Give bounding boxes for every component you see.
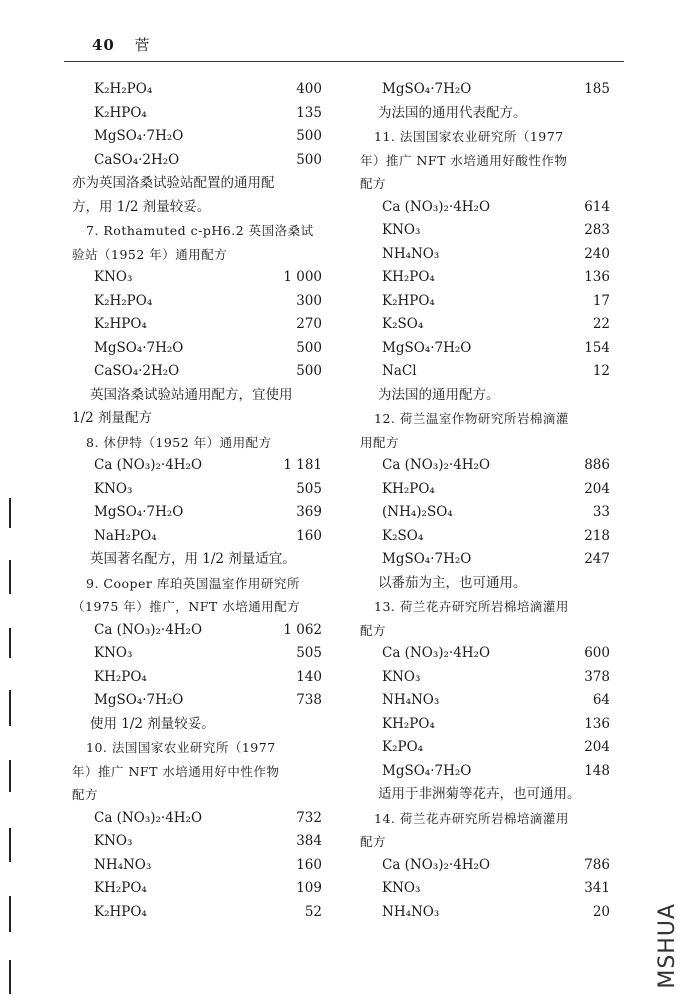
formula-row — [360, 243, 628, 267]
compound-amount: 500 — [296, 128, 322, 144]
formula-row — [360, 501, 628, 525]
formula-heading: 11. 法国国家农业研究所（1977 — [374, 129, 564, 144]
compound-amount: 136 — [584, 269, 610, 285]
compound-name: MgSO₄·7H₂O — [94, 504, 184, 520]
scan-edge-mark — [9, 690, 11, 726]
formula-heading: 配方 — [360, 834, 387, 849]
formula-row — [360, 854, 628, 878]
formula-heading: 年）推广 NFT 水培通用好酸性作物 — [360, 152, 568, 168]
formula-row — [360, 760, 628, 784]
formula-row — [72, 454, 340, 478]
formula-row — [360, 736, 628, 760]
formula-row — [72, 360, 340, 384]
right-column — [360, 78, 628, 924]
compound-amount: 185 — [584, 81, 610, 97]
compound-name: K₂PO₄ — [382, 739, 424, 755]
compound-name: NaH₂PO₄ — [94, 527, 157, 544]
formula-row — [360, 689, 628, 713]
compound-name: Ca (NO₃)₂·4H₂O — [94, 457, 203, 473]
formula-row — [72, 807, 340, 831]
formula-row — [72, 642, 340, 666]
formula-heading: 年）推广 NFT 水培通用好中性作物 — [72, 763, 280, 779]
running-title: 菅 — [134, 36, 151, 54]
formula-heading: 10. 法国国家农业研究所（1977 — [86, 740, 276, 755]
compound-amount: 500 — [296, 339, 322, 356]
compound-name: KNO₃ — [94, 480, 133, 497]
formula-note: 为法国的通用配方。 — [378, 386, 500, 403]
compound-name: MgSO₄·7H₂O — [94, 339, 184, 356]
formula-row — [360, 290, 628, 314]
formula-row — [72, 290, 340, 314]
compound-name: KH₂PO₄ — [94, 880, 147, 896]
formula-row — [72, 266, 340, 290]
formula-row — [360, 525, 628, 549]
compound-name: MgSO₄·7H₂O — [94, 128, 184, 144]
formula-heading: 12. 荷兰温室作物研究所岩棉滴灌 — [374, 411, 569, 426]
compound-amount: 378 — [584, 668, 610, 685]
compound-amount: 20 — [592, 903, 610, 920]
compound-name: K₂HPO₄ — [94, 316, 147, 332]
formula-row — [360, 877, 628, 901]
formula-row — [360, 78, 628, 102]
compound-amount: 247 — [584, 551, 610, 567]
scan-edge-mark — [9, 896, 11, 932]
compound-amount: 505 — [296, 480, 322, 497]
compound-amount: 140 — [296, 668, 322, 685]
compound-name: Ca (NO₃)₂·4H₂O — [382, 457, 491, 473]
formula-heading: 用配方 — [360, 434, 400, 450]
formula-heading: 验站（1952 年）通用配方 — [72, 246, 228, 262]
formula-row — [360, 196, 628, 220]
formula-row — [72, 478, 340, 502]
compound-amount: 341 — [584, 880, 610, 896]
scan-edge-mark — [9, 828, 11, 862]
formula-row — [360, 666, 628, 690]
formula-row — [360, 454, 628, 478]
formula-row — [360, 266, 628, 290]
formula-row — [360, 713, 628, 737]
formula-row — [72, 149, 340, 173]
scan-edge-mark — [9, 498, 11, 528]
formula-heading: 配方 — [72, 787, 99, 802]
compound-name: MgSO₄·7H₂O — [382, 551, 472, 567]
compound-amount: 204 — [584, 739, 610, 755]
formula-row — [360, 313, 628, 337]
formula-note: 为法国的通用代表配方。 — [378, 104, 527, 121]
scan-edge-mark — [9, 560, 11, 594]
formula-row — [72, 666, 340, 690]
formula-row — [72, 501, 340, 525]
compound-amount: 160 — [296, 856, 322, 873]
formula-note: 使用 1/2 剂量较妥。 — [90, 715, 215, 732]
compound-amount: 786 — [584, 856, 610, 873]
watermark: MSHUA — [655, 903, 680, 989]
compound-amount: 135 — [296, 104, 322, 121]
left-column — [72, 78, 340, 924]
formula-row — [72, 854, 340, 878]
compound-name: NH₄NO₃ — [382, 692, 440, 708]
compound-amount: 500 — [296, 151, 322, 168]
formula-heading: 9. Cooper 库珀英国温室作用研究所 — [86, 575, 300, 591]
compound-name: KH₂PO₄ — [382, 269, 435, 285]
compound-name: K₂HPO₄ — [94, 104, 147, 121]
formula-row — [72, 877, 340, 901]
compound-name: NaCl — [382, 363, 417, 379]
scan-edge-mark — [9, 628, 11, 658]
formula-row — [72, 830, 340, 854]
formula-heading: 配方 — [360, 176, 387, 191]
compound-amount: 738 — [296, 692, 322, 708]
compound-name: Ca (NO₃)₂·4H₂O — [382, 645, 491, 661]
compound-amount: 600 — [584, 645, 610, 661]
compound-amount: 614 — [584, 198, 610, 215]
compound-name: KNO₃ — [382, 880, 421, 896]
page-header — [92, 34, 151, 55]
formula-row — [360, 901, 628, 925]
compound-amount: 218 — [584, 527, 610, 544]
compound-amount: 22 — [592, 316, 610, 332]
compound-amount: 283 — [584, 222, 610, 238]
compound-name: MgSO₄·7H₂O — [382, 81, 472, 97]
compound-amount: 500 — [296, 363, 322, 379]
compound-amount: 64 — [592, 692, 610, 708]
compound-name: Ca (NO₃)₂·4H₂O — [382, 856, 491, 873]
compound-name: CaSO₄·2H₂O — [94, 151, 180, 168]
compound-name: (NH₄)₂SO₄ — [382, 504, 453, 520]
formula-row — [360, 337, 628, 361]
compound-name: Ca (NO₃)₂·4H₂O — [94, 809, 203, 826]
scan-edge-mark — [9, 760, 11, 792]
compound-name: KNO₃ — [94, 833, 133, 849]
compound-name: Ca (NO₃)₂·4H₂O — [94, 621, 203, 638]
formula-row — [72, 337, 340, 361]
compound-name: MgSO₄·7H₂O — [94, 692, 184, 708]
compound-amount: 154 — [584, 339, 610, 356]
formula-row — [360, 642, 628, 666]
formula-row — [72, 125, 340, 149]
compound-amount: 136 — [584, 715, 610, 732]
compound-name: KNO₃ — [382, 222, 421, 238]
compound-name: KNO₃ — [94, 645, 133, 661]
compound-amount: 886 — [584, 457, 610, 473]
page-number: 40 — [92, 36, 115, 54]
compound-amount: 300 — [296, 292, 322, 309]
compound-amount: 109 — [296, 880, 322, 896]
formula-note: 方，用 1/2 剂量较妥。 — [72, 198, 211, 215]
compound-name: KH₂PO₄ — [94, 668, 147, 685]
compound-amount: 52 — [304, 903, 322, 920]
compound-name: KNO₃ — [94, 269, 133, 285]
formula-note: 1/2 剂量配方 — [72, 410, 153, 426]
compound-amount: 33 — [592, 504, 610, 520]
formula-row — [72, 689, 340, 713]
compound-amount: 240 — [584, 245, 610, 262]
compound-amount: 369 — [296, 504, 322, 520]
formula-row — [72, 619, 340, 643]
formula-note: 英国洛桑试验站通用配方，宜使用 — [90, 386, 293, 403]
compound-name: NH₄NO₃ — [382, 903, 440, 920]
compound-amount: 148 — [584, 762, 610, 779]
compound-name: NH₄NO₃ — [382, 245, 440, 262]
formula-heading: 7. Rothamuted c-pH6.2 英国洛桑试 — [86, 223, 314, 238]
compound-name: K₂SO₄ — [382, 316, 424, 332]
compound-amount: 1 000 — [283, 269, 322, 285]
formula-row — [72, 78, 340, 102]
formula-row — [72, 901, 340, 925]
compound-name: Ca (NO₃)₂·4H₂O — [382, 198, 491, 215]
compound-amount: 732 — [296, 809, 322, 826]
formula-heading: 14. 荷兰花卉研究所岩棉培滴灌用 — [374, 810, 569, 826]
compound-amount: 160 — [296, 527, 322, 544]
compound-amount: 384 — [296, 833, 322, 849]
compound-amount: 505 — [296, 645, 322, 661]
formula-row — [72, 525, 340, 549]
formula-row — [360, 219, 628, 243]
formula-note: 亦为英国洛桑试验站配置的通用配 — [72, 175, 275, 191]
compound-name: K₂H₂PO₄ — [94, 292, 153, 309]
formula-heading: （1975 年）推广，NFT 水培通用配方 — [72, 599, 301, 614]
scan-edge-mark — [9, 960, 11, 994]
compound-amount: 1 062 — [283, 621, 322, 638]
compound-name: NH₄NO₃ — [94, 856, 152, 873]
compound-name: MgSO₄·7H₂O — [382, 762, 472, 779]
formula-note: 英国著名配方，用 1/2 剂量适宜。 — [90, 551, 296, 567]
compound-name: CaSO₄·2H₂O — [94, 363, 180, 379]
formula-row — [72, 313, 340, 337]
compound-name: KH₂PO₄ — [382, 715, 435, 732]
compound-name: MgSO₄·7H₂O — [382, 339, 472, 356]
compound-amount: 270 — [296, 316, 322, 332]
header-rule — [64, 61, 624, 62]
compound-amount: 204 — [584, 480, 610, 497]
compound-name: K₂SO₄ — [382, 527, 424, 544]
formula-row — [72, 102, 340, 126]
compound-amount: 12 — [592, 363, 610, 379]
formula-heading: 配方 — [360, 622, 387, 638]
compound-amount: 1 181 — [283, 457, 322, 473]
formula-row — [360, 548, 628, 572]
compound-name: KH₂PO₄ — [382, 480, 435, 497]
compound-name: K₂H₂PO₄ — [94, 81, 153, 97]
formula-note: 适用于非洲菊等花卉，也可通用。 — [378, 786, 581, 802]
compound-amount: 17 — [592, 292, 610, 309]
compound-amount: 400 — [296, 81, 322, 97]
compound-name: KNO₃ — [382, 668, 421, 685]
compound-name: K₂HPO₄ — [94, 903, 147, 920]
compound-name: K₂HPO₄ — [382, 292, 435, 309]
formula-row — [360, 478, 628, 502]
formula-note: 以番茄为主，也可通用。 — [378, 574, 527, 591]
formula-heading: 8. 休伊特（1952 年）通用配方 — [86, 434, 272, 450]
formula-heading: 13. 荷兰花卉研究所岩棉培滴灌用 — [374, 599, 569, 614]
formula-row — [360, 360, 628, 384]
